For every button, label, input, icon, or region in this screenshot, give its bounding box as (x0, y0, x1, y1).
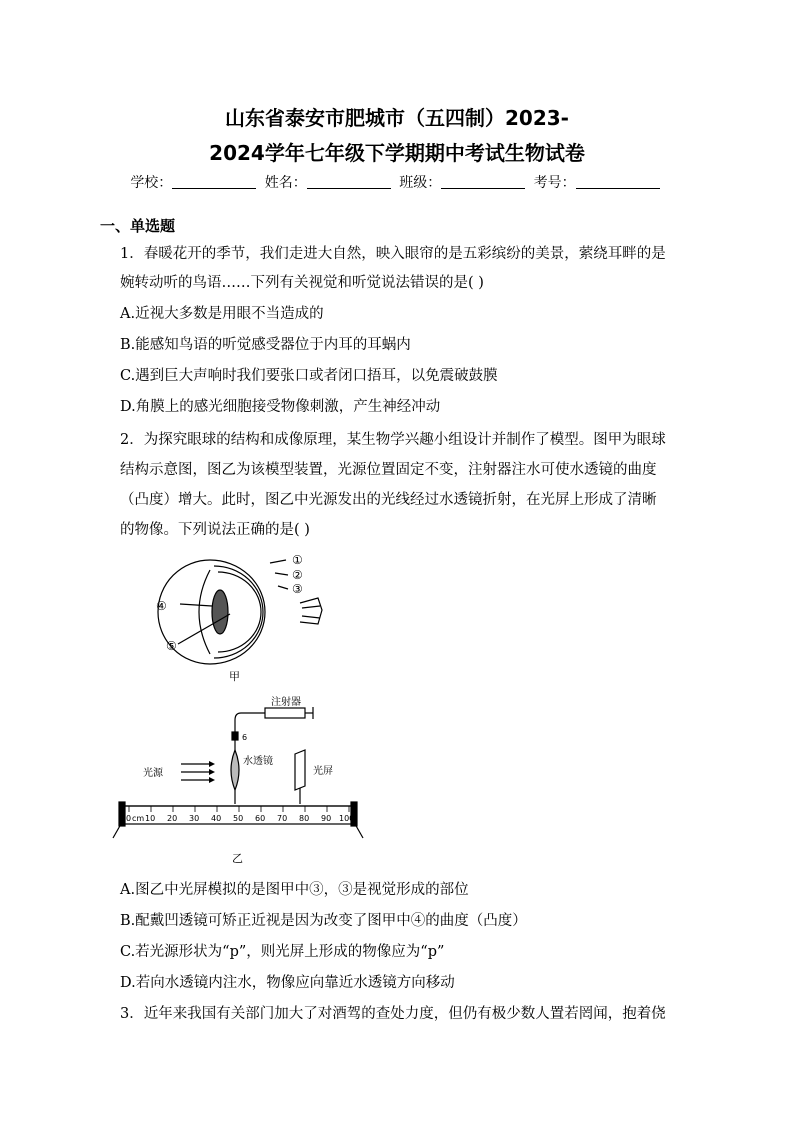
ruler-tick-50: 50 (233, 814, 244, 823)
q1-option-d: D.角膜上的感光细胞接受物像刺激，产生神经冲动 (120, 399, 441, 415)
student-info-row (0, 172, 794, 192)
ruler-tick-70: 70 (277, 814, 288, 823)
figure-jia-caption: 甲 (229, 670, 240, 683)
ruler-tick-60: 60 (255, 814, 266, 823)
ruler-tick-90: 90 (321, 814, 332, 823)
q2-option-b: B.配戴凹透镜可矫正近视是因为改变了图甲中④的曲度（凸度） (120, 913, 527, 929)
ruler-tick-40: 40 (211, 814, 222, 823)
ruler-tick-10: 10 (145, 814, 156, 823)
ruler-tick-80: 80 (299, 814, 310, 823)
light-source-label: 光源 (143, 768, 163, 779)
title-line-2: 2024学年七年级下学期期中考试生物试卷 (209, 141, 585, 165)
ruler-tick-0: 0 (126, 814, 132, 823)
q2-option-d: D.若向水透镜内注水，物像应向靠近水透镜方向移动 (120, 975, 455, 991)
eyeball-diagram (150, 548, 330, 688)
label-1: ① (292, 553, 303, 567)
screen-label: 光屏 (313, 766, 333, 777)
water-lens-label: 水透镜 (243, 756, 273, 767)
q3-stem-line-1: 3．近年来我国有关部门加大了对酒驾的查处力度，但仍有极少数人置若罔闻，抱着侥 (120, 1006, 666, 1022)
q1-option-b: B.能感知鸟语的听觉感受器位于内耳的耳蜗内 (120, 337, 411, 353)
label-5: ⑤ (166, 639, 177, 653)
number-blank[interactable] (576, 174, 660, 189)
name-label: 姓名： (264, 175, 307, 191)
q2-option-a: A.图乙中光屏模拟的是图甲中③，③是视觉形成的部位 (120, 882, 469, 898)
q1-stem-line-2: 婉转动听的鸟语……下列有关视觉和听觉说法错误的是( ) (120, 275, 484, 291)
school-label: 学校： (130, 175, 173, 191)
figure-yi-caption: 乙 (232, 852, 243, 865)
number-label: 考号： (533, 175, 576, 191)
class-blank[interactable] (441, 174, 525, 189)
name-blank[interactable] (307, 174, 391, 189)
q2-stem-line-4: 的物像。下列说法正确的是( ) (120, 522, 310, 538)
q2-option-c: C.若光源形状为“p”，则光屏上形成的物像应为“p” (120, 944, 445, 960)
q1-option-a: A.近视大多数是用眼不当造成的 (120, 306, 324, 322)
syringe-label: 注射器 (271, 697, 301, 708)
class-label: 班级： (399, 175, 442, 191)
title-line-1: 山东省泰安市肥城市（五四制）2023- (225, 106, 569, 130)
school-blank[interactable] (172, 174, 256, 189)
ruler-tick-cm: cm (132, 814, 145, 823)
q1-stem-line-1: 1．春暖花开的季节，我们走进大自然，映入眼帘的是五彩缤纷的美景，萦绕耳畔的是 (120, 246, 666, 262)
eye-model-apparatus (105, 694, 375, 844)
q2-stem-line-3: （凸度）增大。此时，图乙中光源发出的光线经过水透镜折射，在光屏上形成了清晰 (120, 492, 657, 508)
label-4: ④ (156, 599, 167, 613)
q1-option-c: C.遇到巨大声响时我们要张口或者闭口捂耳，以免震破鼓膜 (120, 368, 498, 384)
valve-label: 6 (242, 733, 248, 742)
q2-stem-line-1: 2．为探究眼球的结构和成像原理，某生物学兴趣小组设计并制作了模型。图甲为眼球 (120, 432, 666, 448)
section-heading: 一、单选题 (100, 217, 176, 235)
label-2: ② (292, 568, 303, 582)
ruler-tick-100: 100 (339, 814, 355, 823)
ruler-tick-20: 20 (167, 814, 178, 823)
label-3: ③ (292, 582, 303, 596)
ruler-tick-30: 30 (189, 814, 200, 823)
q2-stem-line-2: 结构示意图，图乙为该模型装置，光源位置固定不变，注射器注水可使水透镜的曲度 (120, 462, 657, 478)
